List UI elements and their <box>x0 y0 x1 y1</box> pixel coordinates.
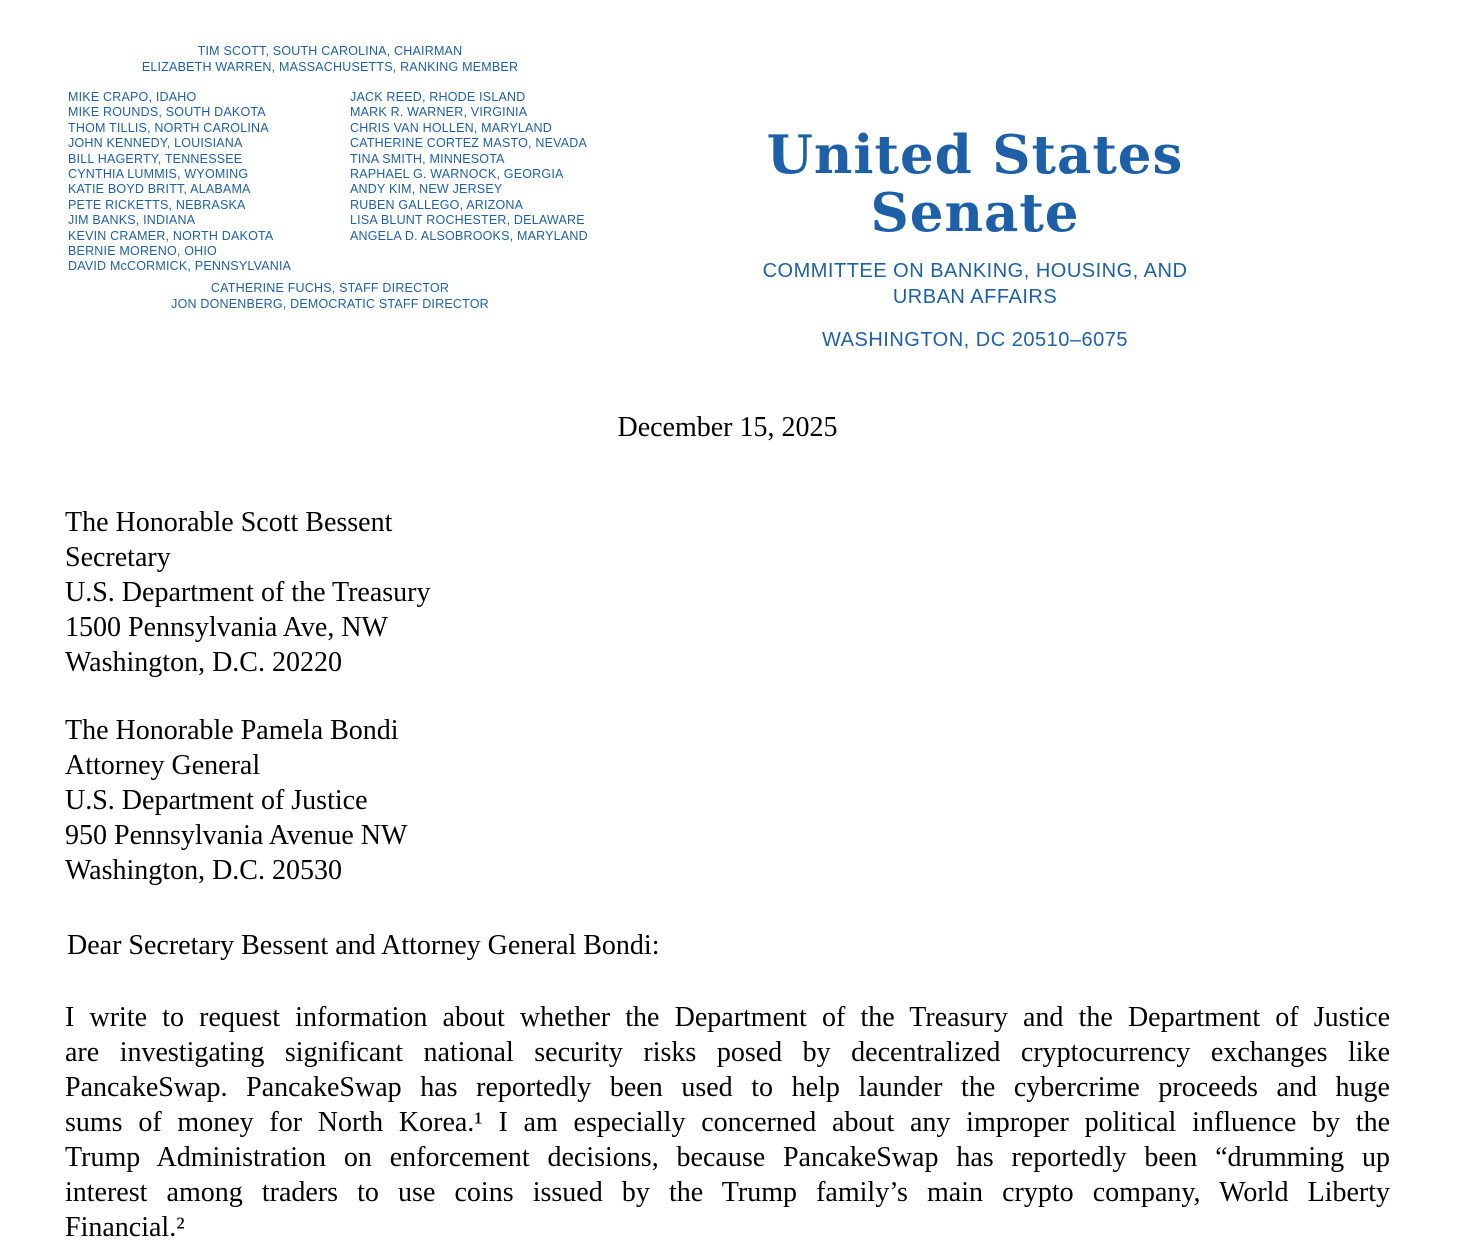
recipient-block-justice <box>65 713 407 888</box>
member-name: JACK REED, RHODE ISLAND <box>350 90 526 104</box>
body-line: I write to request information about whether the Department of the Treasury and the Department of Justice <box>65 1002 1390 1033</box>
member-name: MIKE ROUNDS, SOUTH DAKOTA <box>68 105 266 120</box>
recipient-line: The Honorable Pamela Bondi <box>65 715 399 746</box>
member-name: BERNIE MORENO, OHIO <box>68 244 217 259</box>
recipient-line: Washington, D.C. 20220 <box>65 647 342 678</box>
chairman-line: TIM SCOTT, SOUTH CAROLINA, CHAIRMAN <box>197 44 463 58</box>
members-right-column <box>350 90 650 244</box>
recipient-line: Attorney General <box>65 750 261 781</box>
ranking-member-line: ELIZABETH WARREN, MASSACHUSETTS, RANKING MEMBER <box>141 59 519 74</box>
member-name: JIM BANKS, INDIANA <box>68 213 196 228</box>
committee-name <box>720 258 1230 310</box>
member-name: MARK R. WARNER, VIRGINIA <box>350 105 528 120</box>
staff-director-line: CATHERINE FUCHS, STAFF DIRECTOR <box>210 281 450 295</box>
senate-masthead <box>720 126 1230 352</box>
member-name: LISA BLUNT ROCHESTER, DELAWARE <box>350 213 585 228</box>
body-line: are investigating significant national security risks posed by decentralized cryptocurrency exchanges like <box>65 1037 1390 1068</box>
member-name: DAVID McCORMICK, PENNSYLVANIA <box>68 259 292 274</box>
recipient-line: The Honorable Scott Bessent <box>65 507 393 538</box>
member-name: PETE RICKETTS, NEBRASKA <box>68 197 246 212</box>
recipient-line: U.S. Department of the Treasury <box>65 577 431 608</box>
salutation: Dear Secretary Bessent and Attorney General Bondi: <box>67 930 660 961</box>
member-name: TINA SMITH, MINNESOTA <box>350 151 505 166</box>
recipient-line: Washington, D.C. 20530 <box>65 855 342 886</box>
member-name: ANDY KIM, NEW JERSEY <box>350 182 503 197</box>
recipient-line: U.S. Department of Justice <box>65 785 368 816</box>
body-paragraph <box>65 1000 1390 1245</box>
member-name: THOM TILLIS, NORTH CAROLINA <box>68 120 269 135</box>
democratic-staff-director-line: JON DONENBERG, DEMOCRATIC STAFF DIRECTOR <box>171 296 489 311</box>
senate-title: United States Senate <box>766 124 1184 244</box>
recipient-line: Secretary <box>65 542 171 573</box>
body-line: PancakeSwap. PancakeSwap has reportedly been used to help launder the cybercrime proceeds and huge <box>65 1072 1390 1103</box>
member-name: CYNTHIA LUMMIS, WYOMING <box>68 167 249 182</box>
member-name: CATHERINE CORTEZ MASTO, NEVADA <box>350 136 588 151</box>
member-name: RUBEN GALLEGO, ARIZONA <box>350 197 524 212</box>
member-name: BILL HAGERTY, TENNESSEE <box>68 151 243 166</box>
member-name: MIKE CRAPO, IDAHO <box>68 90 197 104</box>
body-line: interest among traders to use coins issued by the Trump family’s main crypto company, World Liberty <box>65 1177 1390 1208</box>
recipient-line: 950 Pennsylvania Avenue NW <box>65 820 408 851</box>
recipient-block-treasury <box>65 505 431 680</box>
committee-name-line1: COMMITTEE ON BANKING, HOUSING, AND <box>762 260 1188 282</box>
body-line: Trump Administration on enforcement decisions, because PancakeSwap has reportedly been “drumming up <box>65 1142 1390 1173</box>
recipient-line: 1500 Pennsylvania Ave, NW <box>65 612 388 643</box>
member-name: RAPHAEL G. WARNOCK, GEORGIA <box>350 167 564 182</box>
members-left-column <box>68 90 350 275</box>
letterhead-staff <box>0 281 660 312</box>
member-name: ANGELA D. ALSOBROOKS, MARYLAND <box>350 228 588 243</box>
member-name: CHRIS VAN HOLLEN, MARYLAND <box>350 120 553 135</box>
letterhead-leadership <box>0 44 660 75</box>
member-name: JOHN KENNEDY, LOUISIANA <box>68 136 243 151</box>
body-line-cutoff: Financial.² <box>65 1212 185 1243</box>
committee-name-line2: URBAN AFFAIRS <box>892 286 1058 308</box>
body-line: sums of money for North Korea.¹ I am especially concerned about any improper political influence by the <box>65 1107 1390 1138</box>
member-name: KATIE BOYD BRITT, ALABAMA <box>68 182 251 197</box>
member-name: KEVIN CRAMER, NORTH DAKOTA <box>68 228 274 243</box>
letter-date: December 15, 2025 <box>617 412 838 443</box>
committee-address: WASHINGTON, DC 20510–6075 <box>822 329 1128 351</box>
